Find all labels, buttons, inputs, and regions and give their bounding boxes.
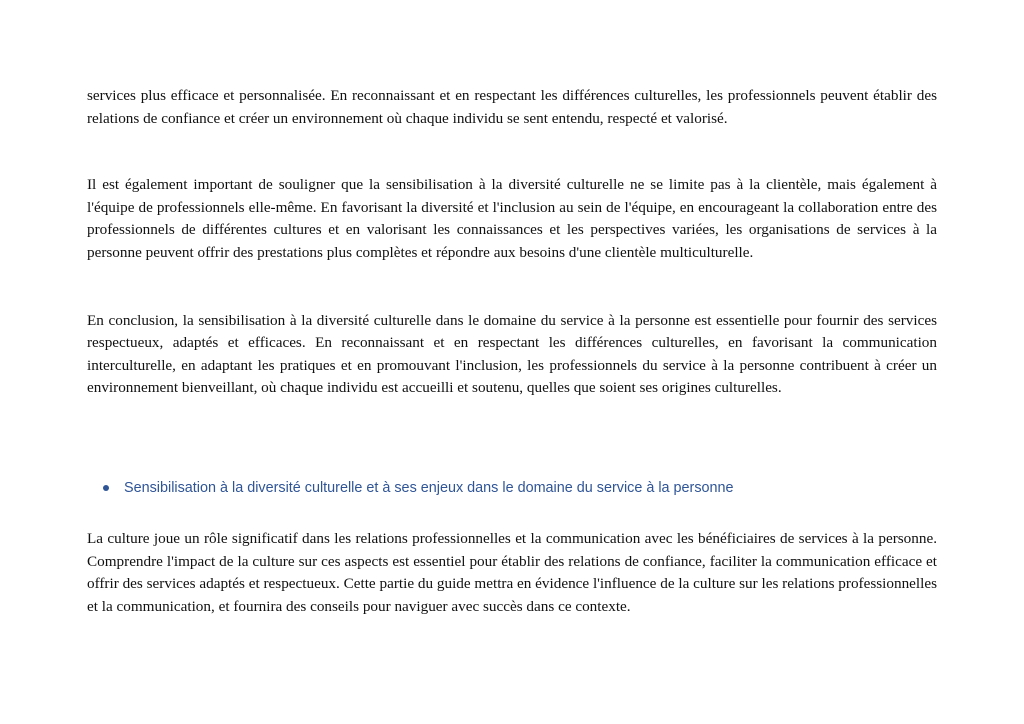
paragraph-4: La culture joue un rôle significatif dans les relations professionnelles et la communication avec les bénéficiaires de services à la personne. Comprendre l'impact de la culture sur ces aspects est essentiel pour établir des relations de confiance, faciliter la communication efficace et offrir des services adaptés et respectueux. Cette partie du guide mettra en évidence l'influence de la culture sur les relations professionnelles et la communication, et fournira des conseils pour naviguer avec succès dans ce contexte. <box>87 530 937 615</box>
paragraph-2: Il est également important de souligner que la sensibilisation à la diversité culturelle ne se limite pas à la clientèle, mais également à l'équipe de professionnels elle-même. En favorisant la diversité et l'inclusion au sein de l'équipe, en encourageant la collaboration entre des professionnels de différentes cultures et en valorisant les connaissances et les perspectives variées, les organisations de services à la personne peuvent offrir des prestations plus complètes et répondre aux besoins d'une clientèle multiculturelle. <box>87 176 937 261</box>
section-heading-text: Sensibilisation à la diversité culturelle et à ses enjeux dans le domaine du service à la personne <box>124 480 734 496</box>
document-body <box>87 85 937 400</box>
bullet-icon <box>103 485 109 491</box>
paragraph-1: services plus efficace et personnalisée. En reconnaissant et en respectant les différences culturelles, les professionnels peuvent établir des relations de confiance et créer un environnement où chaque individu se sent entendu, respecté et valorisé. <box>87 87 937 127</box>
document-body-lower <box>87 528 937 618</box>
paragraph-3: En conclusion, la sensibilisation à la diversité culturelle dans le domaine du service à la personne est essentielle pour fournir des services respectueux, adaptés et efficaces. En reconnaissant et en respectant les différences culturelles, en favorisant la communication interculturelle, en adaptant les pratiques et en promouvant l'inclusion, les professionnels du service à la personne contribuent à créer un environnement bienveillant, où chaque individu est accueilli et soutenu, quelles que soient ses origines culturelles. <box>87 311 937 397</box>
section-heading <box>103 480 734 496</box>
